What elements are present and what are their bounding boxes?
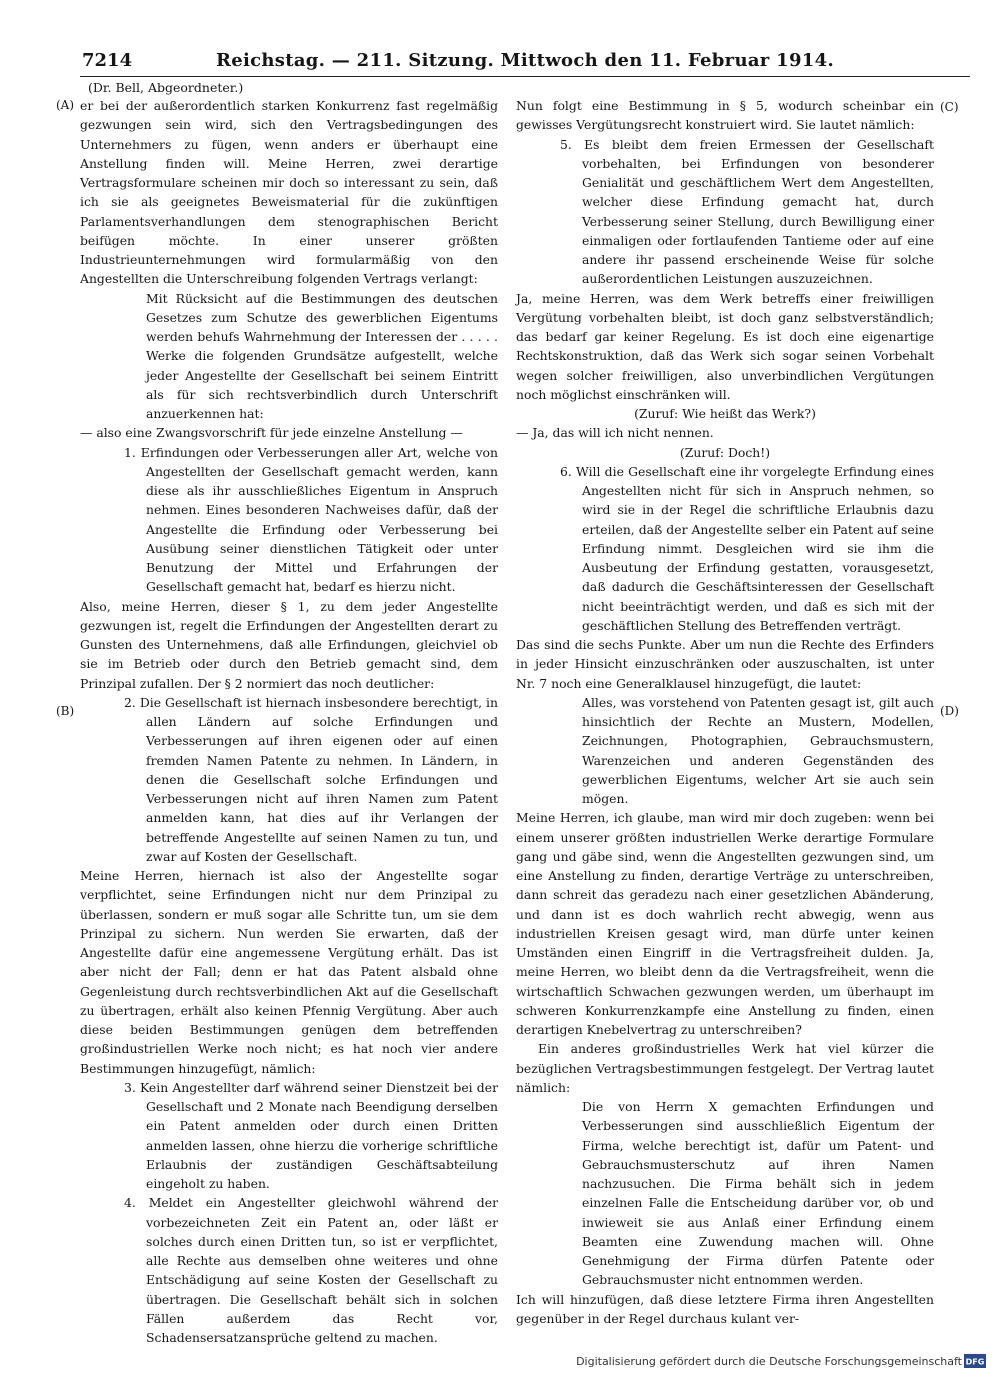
paragraph: Ja, meine Herren, was dem Werk betreffs einer freiwilligen Vergütung vorbehalten bleibt, ist doch ganz selbstverständlich; das bedarf gar keiner Regelung. Es ist doch eine eigenartige Rechtskonstruktion, daß das Werk sich sogar seinen Vorbehalt wegen solcher freiwilligen, also unverbindlichen Vergütungen noch möglichst einschränken will. xyxy=(516,290,934,402)
speaker-note: (Dr. Bell, Abgeordneter.) xyxy=(88,80,244,95)
dfg-logo-icon xyxy=(964,1354,986,1368)
paragraph: Nun folgt eine Bestimmung in § 5, wodurch scheinbar ein gewisses Vergütungsrecht konstruiert wird. Sie lautet nämlich: xyxy=(516,98,934,133)
quotation: Mit Rücksicht auf die Bestimmungen des deutschen Gesetzes zum Schutze des gewerblichen Eigentums werden behufs Wahrnehmung der Interessen der . . . . . Werke die folgenden Grundsätze aufgestellt, welche jeder Angestellte der Gesellschaft bei seinem Eintritt als für sich rechtsverbindlich durch Unterschrift anzuerkennen hat: xyxy=(146,290,498,421)
paragraph: Also, meine Herren, dieser § 1, zu dem jeder Angestellte gezwungen ist, regelt die Erfindungen der Angestellten derart zu Gunsten des Unternehmens, daß alle Erfindungen, gleichviel ob sie im Betrieb oder durch den Betrieb gemacht sind, dem Prinzipal zufallen. Der § 2 normiert das noch deutlicher: xyxy=(80,598,498,691)
running-head: Reichstag. — 211. Sitzung. Mittwoch den 11. Februar 1914. xyxy=(215,50,835,71)
paragraph: Meine Herren, ich glaube, man wird mir doch zugeben: wenn bei einem unserer größten industriellen Werke derartige Formulare gang und gäbe sind, wenn die Angestellten gezwungen sind, um eine Anstellung zu finden, derartige Verträge zu unterschreiben, dann schreit das geradezu nach einer gesetzlichen Abänderung, und dann ist es doch wahrlich recht abwegig, wenn aus industriellen Kreisen gesagt wird, man dürfe unter keinen Umständen einen Eingriff in die Vertragsfreiheit dulden. Ja, meine Herren, wo bleibt denn da die Vertragsfreiheit, wenn die wirtschaftlich Schwachen gezwungen werden, um überhaupt im schweren Konkurrenzkampfe eine Anstellung zu finden, einen derartigen Knebelvertrag zu unterschreiben? xyxy=(516,810,934,1037)
quotation: Die von Herrn X gemachten Erfindungen und Verbesserungen sind ausschließlich Eigentum der Firma, welche berechtigt ist, dafür um Patent- und Gebrauchsmusterschutz auf ihren Namen nachzusuchen. Die Firma behält sich in jedem einzelnen Falle die Entscheidung darüber vor, ob und inwieweit sie aus Anlaß einer Erfindung einem Beamten eine Zuwendung machen will. Ohne Genehmigung der Firma dürfen Patente oder Gebrauchsmuster nicht entnommen werden. xyxy=(582,1099,934,1288)
paragraph: er bei der außerordentlich starken Konkurrenz fast regelmäßig gezwungen sein wird, sich den Vertragsbedingungen des Unternehmers zu fügen, wenn anders er überhaupt eine Anstellung finden will. Meine Herren, zwei derartige Vertragsformulare scheinen mir doch so interessant zu sein, daß ich sie als geeignetes Beweismaterial für die zukünftigen Parlamentsverhandlungen dem stenographischen Bericht beifügen möchte. In einer unserer größten Industrieunternehmungen wird formularmäßig von den Angestellten die Unterschreibung folgenden Vertrags verlangt: xyxy=(80,98,498,287)
page-header xyxy=(80,46,970,77)
contract-clause-4: 4. Meldet ein Angestellter gleichwohl während der vorbezeichneten Zeit ein Patent an, oder läßt er solches durch einen Dritten tun, so ist er verpflichtet, alle Rechte aus demselben ohne weiteres und ohne Entschädigung auf seine Kosten der Gesellschaft zu übertragen. Die Gesellschaft behält sich in solchen Fällen außerdem das Recht vor, Schadensersatzansprüche geltend zu machen. xyxy=(124,1195,498,1345)
contract-clause-3: 3. Kein Angestellter darf während seiner Dienstzeit bei der Gesellschaft und 2 Monate nach Beendigung derselben ein Patent anmelden oder durch einen Dritten anmelden lassen, ohne hierzu die vorherige schriftliche Erlaubnis der zuständigen Geschäftsabteilung eingeholt zu haben. xyxy=(124,1079,498,1191)
dfg-logo-text: DFG xyxy=(965,1357,985,1367)
right-column xyxy=(516,96,934,1328)
quotation: Alles, was vorstehend von Patenten gesagt ist, gilt auch hinsichtlich der Rechte an Mustern, Modellen, Zeichnungen, Photographien, Gebrauchsmustern, Warenzeichen und anderen Gegenständen des gewerblichen Eigentums, welcher Art sie auch sein mögen. xyxy=(582,694,934,806)
paragraph: Meine Herren, hiernach ist also der Angestellte sogar verpflichtet, seine Erfindungen nicht nur dem Prinzipal zu überlassen, sondern er muß sogar alle Schritte tun, um sie dem Prinzipal zu sichern. Nun werden Sie erwarten, daß der Angestellte dafür eine angemessene Vergütung erhält. Das ist aber nicht der Fall; denn er hat das Patent alsbald ohne Gegenleistung durch rechtsverbindlichen Akt auf die Gesellschaft zu übertragen, erhält also keinen Pfennig Vergütung. Aber auch diese beiden Bestimmungen genügen dem betreffenden großindustriellen Werke noch nicht; es hat noch vier andere Bestimmungen hinzugefügt, nämlich: xyxy=(80,868,498,1076)
margin-label-b: (B) xyxy=(56,704,75,718)
paragraph: Ein anderes großindustrielles Werk hat viel kürzer die bezüglichen Vertragsbestimmungen festgelegt. Der Vertrag lautet nämlich: xyxy=(516,1041,934,1095)
contract-clause-2: 2. Die Gesellschaft ist hiernach insbesondere berechtigt, in allen Ländern auf solche Erfindungen und Verbesserungen auf ihren eigenen oder auf einen fremden Namen Patente zu nehmen. In Ländern, in denen die Gesellschaft solche Erfindungen und Verbesserungen nicht auf ihren Namen zum Patent anmelden kann, hat dies auf ihr Verlangen der betreffende Angestellte auf seinen Namen zu tun, und zwar auf Kosten der Gesellschaft. xyxy=(124,694,498,864)
left-column xyxy=(80,96,498,1347)
contract-clause-5: 5. Es bleibt dem freien Ermessen der Gesellschaft vorbehalten, bei Erfindungen von besonderer Genialität und geschäftlichem Wert dem Angestellten, welcher diese Erfindung gemacht hat, durch Verbesserung seiner Stellung, durch Bewilligung einer einmaligen oder fortlaufenden Tantieme oder auf eine andere ihr passend erscheinende Weise für solche außerordentlichen Leistungen auszuzeichnen. xyxy=(560,136,934,287)
margin-label-c: (C) xyxy=(940,100,959,114)
digitization-credit: Digitalisierung gefördert durch die Deutsche Forschungsgemeinschaft xyxy=(576,1355,962,1368)
interjection: (Zuruf: Wie heißt das Werk?) xyxy=(634,406,816,421)
paragraph: Ich will hinzufügen, daß diese letztere Firma ihren Angestellten gegenüber in der Regel durchaus kulant ver- xyxy=(516,1291,934,1326)
contract-clause-6: 6. Will die Gesellschaft eine ihr vorgelegte Erfindung eines Angestellten nicht für sich in Anspruch nehmen, so wird sie in der Regel die schriftliche Erlaubnis dazu erteilen, daß der Angestellte selber ein Patent auf seine Erfindung nimmt. Desgleichen wird sie ihm die Ausbeutung der Erfindung gestatten, vorausgesetzt, daß dadurch die Geschäftsinteressen der Gesellschaft nicht beeinträchtigt werden, und daß es sich mit der geschäftlichen Stellung des Betreffenden verträgt. xyxy=(560,463,934,633)
paragraph: Das sind die sechs Punkte. Aber um nun die Rechte des Erfinders in jeder Hinsicht einzuschränken oder auszuschalten, ist unter Nr. 7 noch eine Generalklausel hinzugefügt, die lautet: xyxy=(516,637,934,691)
paragraph: — also eine Zwangsvorschrift für jede einzelne Anstellung — xyxy=(80,425,463,441)
page-number: 7214 xyxy=(82,50,133,71)
contract-clause-1: 1. Erfindungen oder Verbesserungen aller Art, welche von Angestellten der Gesellschaft gemacht werden, kann diese als ihr ausschließliches Eigentum in Anspruch nehmen. Eines besonderen Nachweises dafür, daß der Angestellte die Erfindung oder Verbesserung bei Ausübung seiner dienstlichen Tätigkeit oder unter Benutzung der Mittel und Erfahrungen der Gesellschaft gemacht hat, bedarf es hierzu nicht. xyxy=(124,444,498,595)
interjection: (Zuruf: Doch!) xyxy=(679,444,771,460)
margin-label-d: (D) xyxy=(940,704,959,718)
margin-label-a: (A) xyxy=(56,98,75,112)
paragraph: — Ja, das will ich nicht nennen. xyxy=(516,425,714,441)
